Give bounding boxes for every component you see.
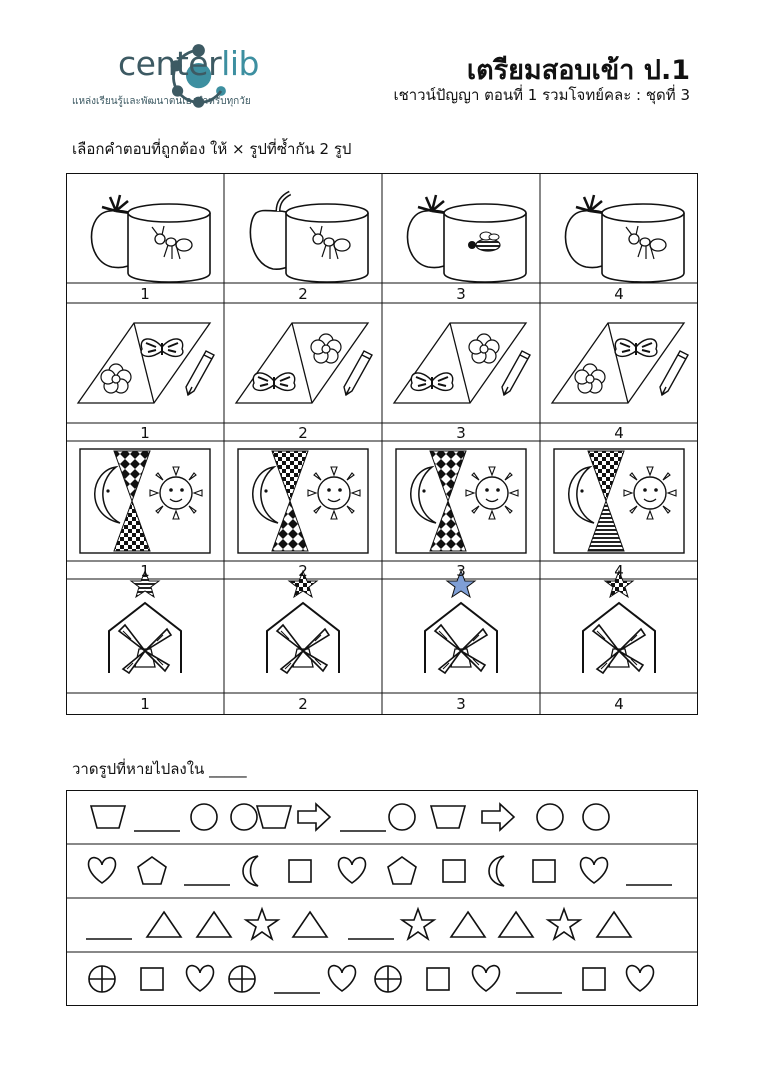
pattern-trapezoid-icon — [431, 806, 465, 828]
row2-label-1: 1 — [140, 424, 150, 442]
row2-item-2[interactable] — [236, 323, 372, 403]
row4-label-4: 4 — [614, 695, 624, 713]
row3-item-4[interactable] — [554, 449, 684, 553]
row3-item-2[interactable] — [238, 449, 368, 553]
pattern-square-icon — [427, 968, 449, 990]
pattern-moon-icon — [243, 856, 258, 886]
pattern-square-icon — [583, 968, 605, 990]
row4-label-1: 1 — [140, 695, 150, 713]
pattern-triangle-icon — [197, 912, 231, 937]
row3-label-1: 1 — [140, 562, 150, 580]
row3-label-4: 4 — [614, 562, 624, 580]
row3-item-3[interactable] — [396, 449, 526, 553]
row1-label-2: 2 — [298, 285, 308, 303]
pattern-heart-icon — [581, 858, 608, 883]
logo-wordmark: centerlib — [118, 44, 259, 83]
row4-item-1[interactable] — [109, 571, 181, 673]
row2-item-4[interactable] — [552, 323, 688, 403]
pattern-trapezoid-icon — [91, 806, 125, 828]
row2-label-3: 3 — [456, 424, 466, 442]
logo-tagline: แหล่งเรียนรู้และพัฒนาตนเองสำหรับทุกวัย — [72, 96, 251, 107]
row3-label-3: 3 — [456, 562, 466, 580]
section1-instruction: เลือกคำตอบที่ถูกต้อง ให้ × รูปที่ซ้ำกัน 2 รูป — [72, 140, 352, 158]
page-subtitle: เชาวน์ปัญญา ตอนที่ 1 รวมโจทย์คละ : ชุดที่ 3 — [393, 86, 690, 104]
pattern-heart-icon — [187, 966, 214, 991]
pattern-drawing — [66, 790, 698, 1006]
pattern-star-icon — [548, 909, 580, 939]
pattern-arrow-icon — [482, 804, 514, 830]
pattern-square-icon — [533, 860, 555, 882]
pattern-square-icon — [141, 968, 163, 990]
pattern-circle-icon — [583, 804, 609, 830]
pattern-triangle-icon — [293, 912, 327, 937]
row3-label-2: 2 — [298, 562, 308, 580]
pattern-heart-icon — [473, 966, 500, 991]
pattern-moon-icon — [489, 856, 504, 886]
pattern-triangle-icon — [499, 912, 533, 937]
row2-label-2: 2 — [298, 424, 308, 442]
row2-label-4: 4 — [614, 424, 624, 442]
row4-label-3: 3 — [456, 695, 466, 713]
pattern-circle-cross-icon — [375, 966, 401, 992]
pattern-pentagon-icon — [388, 857, 416, 884]
pattern-heart-icon — [329, 966, 356, 991]
row1-label-1: 1 — [140, 285, 150, 303]
row1-item-1[interactable] — [91, 195, 210, 282]
pattern-circle-icon — [191, 804, 217, 830]
pattern-arrow-icon — [298, 804, 330, 830]
pattern-circle-icon — [537, 804, 563, 830]
pattern-heart-icon — [627, 966, 654, 991]
pattern-triangle-icon — [597, 912, 631, 937]
pattern-heart-icon — [339, 858, 366, 883]
row2-item-1[interactable] — [78, 323, 214, 403]
pattern-circle-cross-icon — [89, 966, 115, 992]
pattern-circle-cross-icon — [229, 966, 255, 992]
pattern-circle-icon — [231, 804, 257, 830]
row1-item-2[interactable] — [250, 193, 368, 282]
pattern-table — [66, 790, 698, 1006]
row4-label-2: 2 — [298, 695, 308, 713]
section2-instruction: วาดรูปที่หายไปลงใน _____ — [72, 760, 247, 778]
pattern-heart-icon — [89, 858, 116, 883]
row1-item-4[interactable] — [565, 195, 684, 282]
row1-item-3[interactable] — [407, 195, 526, 282]
page-title: เตรียมสอบเข้า ป.1 — [466, 55, 690, 86]
pattern-triangle-icon — [147, 912, 181, 937]
grid-drawing — [66, 173, 698, 715]
pattern-triangle-icon — [451, 912, 485, 937]
row4-item-3[interactable] — [425, 571, 497, 673]
pattern-square-icon — [289, 860, 311, 882]
pattern-square-icon — [443, 860, 465, 882]
row4-item-4[interactable] — [583, 571, 655, 673]
pattern-star-icon — [246, 909, 278, 939]
row2-item-3[interactable] — [394, 323, 530, 403]
row1-label-3: 3 — [456, 285, 466, 303]
row3-item-1[interactable] — [80, 449, 210, 553]
row4-item-2[interactable] — [267, 571, 339, 673]
pattern-pentagon-icon — [138, 857, 166, 884]
pattern-trapezoid-icon — [257, 806, 291, 828]
pattern-circle-icon — [389, 804, 415, 830]
row1-label-4: 4 — [614, 285, 624, 303]
pattern-star-icon — [402, 909, 434, 939]
odd-one-grid — [66, 173, 698, 715]
